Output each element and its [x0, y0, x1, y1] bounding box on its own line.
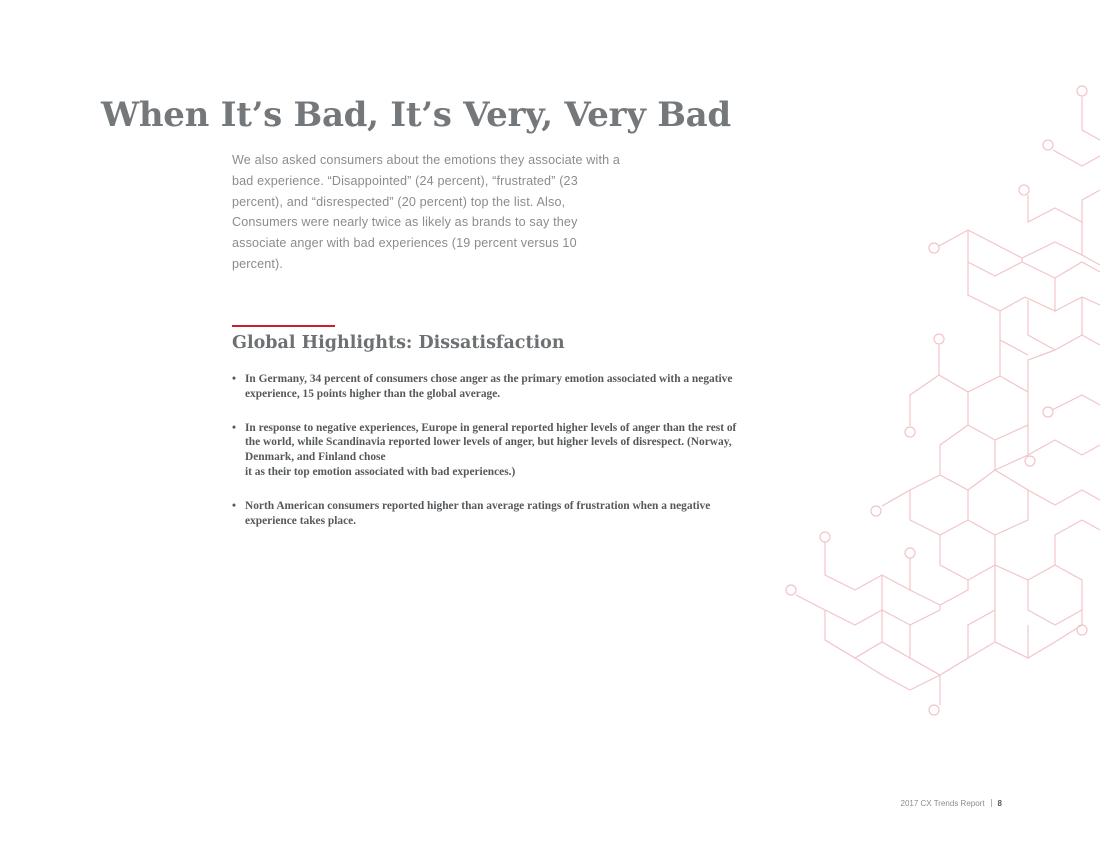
list-item	[232, 499, 752, 529]
list-item	[232, 421, 752, 480]
report-name: 2017 CX Trends Report	[900, 799, 985, 808]
page-number: 8	[997, 799, 1002, 808]
list-item-text: North American consumers reported higher than average ratings of frustration when a negative experience takes place.	[245, 499, 711, 527]
bullet-icon: •	[232, 499, 236, 512]
bullet-icon: •	[232, 421, 236, 434]
bullet-icon: •	[232, 373, 236, 385]
section-divider	[232, 325, 335, 327]
highlights-list	[232, 372, 752, 547]
footer-separator	[991, 799, 992, 807]
list-item	[232, 372, 752, 402]
section-heading: Global Highlights: Dissatisfaction	[232, 333, 565, 353]
page-title: When It’s Bad, It’s Very, Very Bad	[101, 95, 731, 135]
list-item-text: In Germany, 34 percent of consumers chose anger as the primary emotion associated with a negative experience, 15 points higher than the global average.	[245, 373, 733, 400]
intro-paragraph: We also asked consumers about the emotions they associate with a bad experience. “Disappointed” (24 percent), “frustrated” (23 percent), and “disrespected” (20 percent) top the list. Also, Consumers were nearly twice as likely as brands to say they associate anger with bad experiences (19 percent versus 10 percent).	[232, 153, 621, 271]
decorative-hexagon-pattern	[770, 70, 1100, 730]
page-footer	[901, 799, 1003, 808]
list-item-text: In response to negative experiences, Europe in general reported higher levels of anger than the rest of the world, while Scandinavia reported lower levels of anger, but higher levels of disrespect. (Norway, Denmark, and Finland chose it as their top emotion associated with bad experiences.)	[245, 421, 737, 478]
